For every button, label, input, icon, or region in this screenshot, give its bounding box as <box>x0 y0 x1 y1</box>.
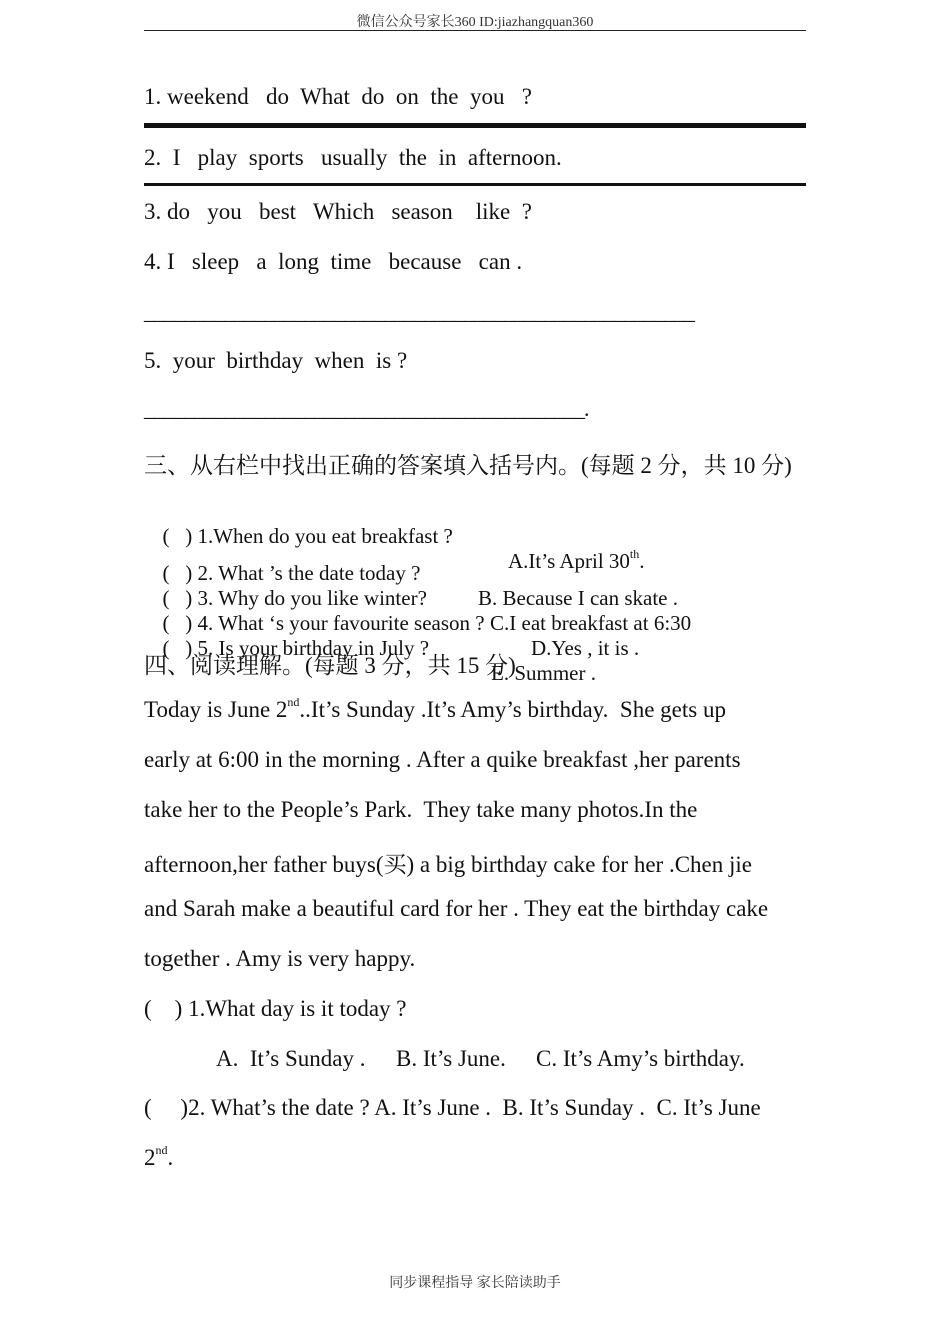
option-b: B. It’s June. <box>396 1046 506 1071</box>
match-answer-end: . <box>639 549 645 573</box>
question-3: 3. do you best Which season like ? <box>144 199 532 224</box>
superscript: th <box>629 547 640 561</box>
passage-line-1 <box>144 697 726 723</box>
passage-line-4: afternoon,her father buys(买) a big birthday cake for her .Chen jie <box>144 852 752 877</box>
question-1: 1. weekend do What do on the you ? <box>144 84 532 109</box>
passage-line-6: together . Amy is very happy. <box>144 946 416 971</box>
superscript: nd <box>287 695 300 709</box>
reading-question-1: ( ) 1.What day is it today ? <box>144 996 407 1021</box>
section-4-title: 四、阅读理解。(每题 3 分，共 15 分) <box>144 653 516 678</box>
answer-line-1 <box>144 123 806 128</box>
question-5: 5. your birthday when is ? <box>144 348 408 373</box>
answer-blank-5: ____________________________________________. <box>144 396 589 421</box>
passage-line-3: take her to the People’s Park. They take many photos.In the <box>144 797 698 822</box>
passage-text: Today is June 2 <box>144 697 288 722</box>
passage-line-2: early at 6:00 in the morning . After a quike breakfast ,her parents <box>144 747 741 772</box>
match-answer-text: A.It’s April 30 <box>508 549 630 573</box>
passage-line-5: and Sarah make a beautiful card for her . They eat the birthday cake <box>144 896 769 921</box>
match-answer <box>508 549 645 574</box>
option-a: A. It’s Sunday . <box>216 1046 366 1071</box>
question-text: . <box>167 1145 174 1170</box>
reading-question-2-cont <box>144 1145 173 1171</box>
match-question: ( ) 5. Is your birthday in July ? <box>162 636 430 660</box>
question-2: 2. I play sports usually the in afternoon. <box>144 145 562 170</box>
match-question: ( ) 3. Why do you like winter? <box>162 586 427 610</box>
match-answer: D.Yes , it is . <box>531 636 640 660</box>
match-answer: E. Summer . <box>491 661 596 685</box>
question-4: 4. I sleep a long time because can . <box>144 249 523 274</box>
section-3-title: 三、从右栏中找出正确的答案填入括号内。(每题 2 分，共 10 分) <box>144 453 792 478</box>
answer-blank-4: _______________________________________________________ <box>144 299 694 324</box>
reading-question-2: ( )2. What’s the date ? A. It’s June . B. It’s Sunday . C. It’s June <box>144 1095 761 1120</box>
passage-text: ..It’s Sunday .It’s Amy’s birthday. She gets up <box>299 697 726 722</box>
match-answer: C.I eat breakfast at 6:30 <box>490 611 692 635</box>
question-text: 2 <box>144 1145 156 1170</box>
option-c: C. It’s Amy’s birthday. <box>536 1046 745 1071</box>
match-question: ( ) 2. What ’s the date today ? <box>162 561 421 585</box>
header-rule <box>144 30 806 31</box>
superscript: nd <box>155 1143 168 1157</box>
match-answer: B. Because I can skate . <box>478 586 679 610</box>
page-footer: 同步课程指导 家长陪读助手 <box>389 1276 561 1291</box>
match-question: ( ) 4. What ‘s your favourite season ? <box>162 611 485 635</box>
answer-line-2 <box>144 183 806 186</box>
match-question: ( ) 1.When do you eat breakfast ? <box>162 524 453 548</box>
page-header: 微信公众号家长360 ID:jiazhangquan360 <box>356 15 594 30</box>
